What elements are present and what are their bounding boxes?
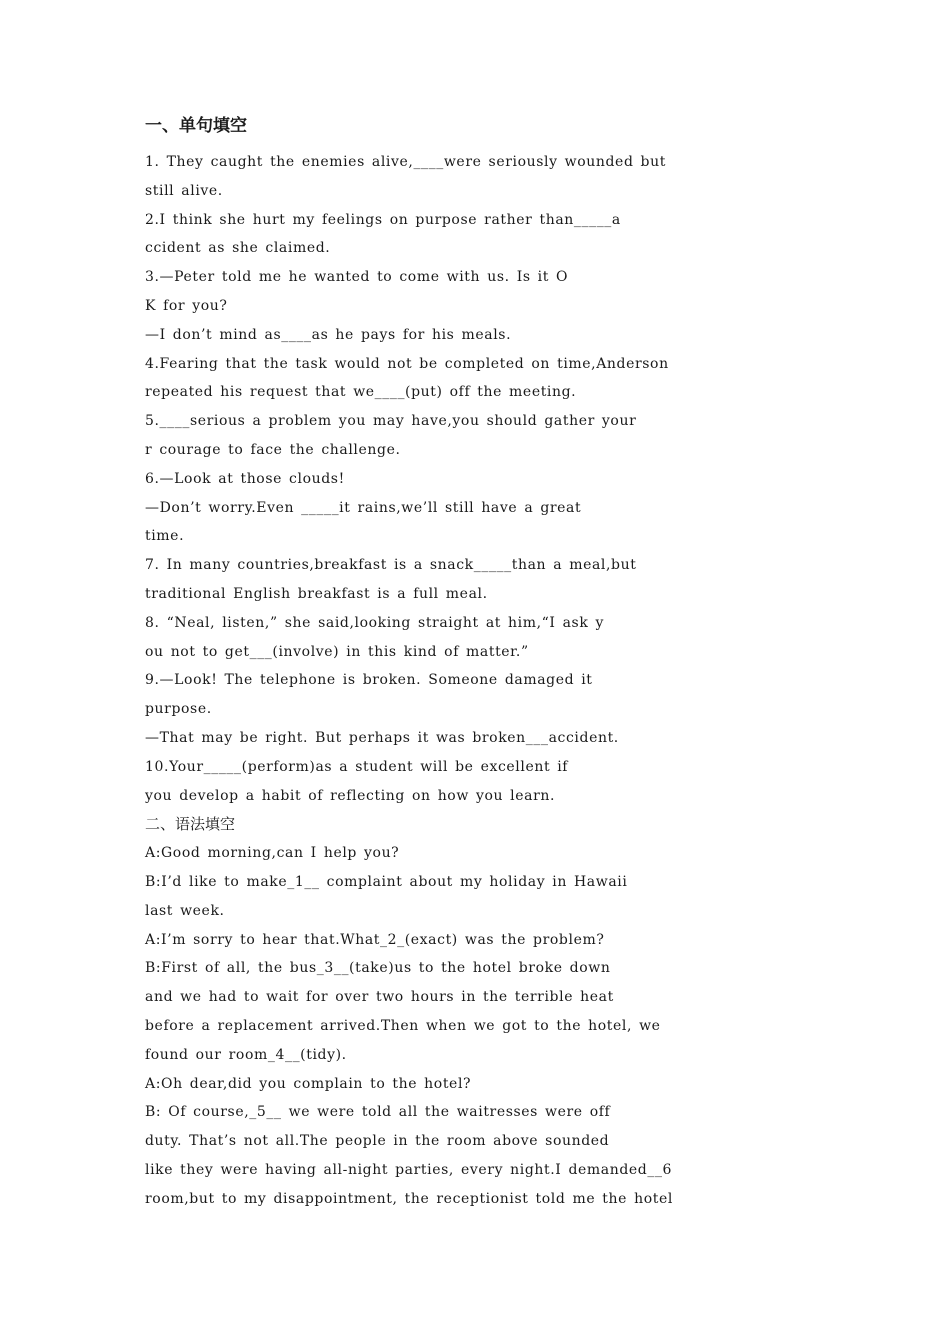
document-page xyxy=(145,110,810,1213)
text-line: B: Of course,_5__ we were told all the waitresses were off xyxy=(145,1104,611,1121)
text-line: like they were having all-night parties, every night.I demanded__6 xyxy=(145,1161,673,1178)
text-line: ou not to get___(involve) in this kind of matter.” xyxy=(145,643,529,660)
text-line: —I don’t mind as____as he pays for his meals. xyxy=(145,326,512,343)
text-line: found our room_4__(tidy). xyxy=(145,1046,347,1063)
text-line: traditional English breakfast is a full meal. xyxy=(145,585,488,602)
text-line: duty. That’s not all.The people in the room above sounded xyxy=(145,1133,610,1150)
section-1-body xyxy=(145,148,810,810)
text-line: room,but to my disappointment, the receptionist told me the hotel xyxy=(145,1190,673,1207)
text-line: r courage to face the challenge. xyxy=(145,441,401,458)
text-line: repeated his request that we____(put) off the meeting. xyxy=(145,384,577,401)
text-line: A:I’m sorry to hear that.What_2_(exact) was the problem? xyxy=(145,931,605,948)
text-line: 5.____serious a problem you may have,you should gather your xyxy=(145,413,637,430)
text-line: time. xyxy=(145,528,185,545)
text-line: still alive. xyxy=(145,182,223,199)
section-2-body xyxy=(145,839,810,1213)
text-line: 4.Fearing that the task would not be completed on time,Anderson xyxy=(145,355,669,372)
text-line: ccident as she claimed. xyxy=(145,240,331,257)
text-line: 2.I think she hurt my feelings on purpose rather than_____a xyxy=(145,211,621,228)
text-line: you develop a habit of reflecting on how you learn. xyxy=(145,787,556,804)
text-line: A:Oh dear,did you complain to the hotel? xyxy=(145,1075,472,1092)
text-line: 8. “Neal, listen,” she said,looking straight at him,“I ask y xyxy=(145,614,604,631)
section-2-title: 二、语法填空 xyxy=(145,815,236,834)
text-line: 7. In many countries,breakfast is a snack_____than a meal,but xyxy=(145,557,637,574)
text-line: 3.—Peter told me he wanted to come with us. Is it O xyxy=(145,269,569,286)
text-line: 6.—Look at those clouds! xyxy=(145,470,345,487)
text-line: 10.Your_____(perform)as a student will be excellent if xyxy=(145,758,569,775)
text-line: —Don’t worry.Even _____it rains,we’ll still have a great xyxy=(145,499,582,516)
text-line: before a replacement arrived.Then when we got to the hotel, we xyxy=(145,1017,661,1034)
text-line: B:First of all, the bus_3__(take)us to the hotel broke down xyxy=(145,960,611,977)
text-line: B:I’d like to make_1__ complaint about my holiday in Hawaii xyxy=(145,873,628,890)
text-line: purpose. xyxy=(145,701,212,718)
text-line: 9.—Look! The telephone is broken. Someone damaged it xyxy=(145,672,593,689)
text-line: and we had to wait for over two hours in the terrible heat xyxy=(145,989,614,1006)
section-1-title: 一、单句填空 xyxy=(145,116,247,136)
text-line: A:Good morning,can I help you? xyxy=(145,845,400,862)
text-line: K for you? xyxy=(145,297,228,314)
text-line: last week. xyxy=(145,902,225,919)
text-line: —That may be right. But perhaps it was broken___accident. xyxy=(145,729,619,746)
text-line: 1. They caught the enemies alive,____were seriously wounded but xyxy=(145,154,666,170)
